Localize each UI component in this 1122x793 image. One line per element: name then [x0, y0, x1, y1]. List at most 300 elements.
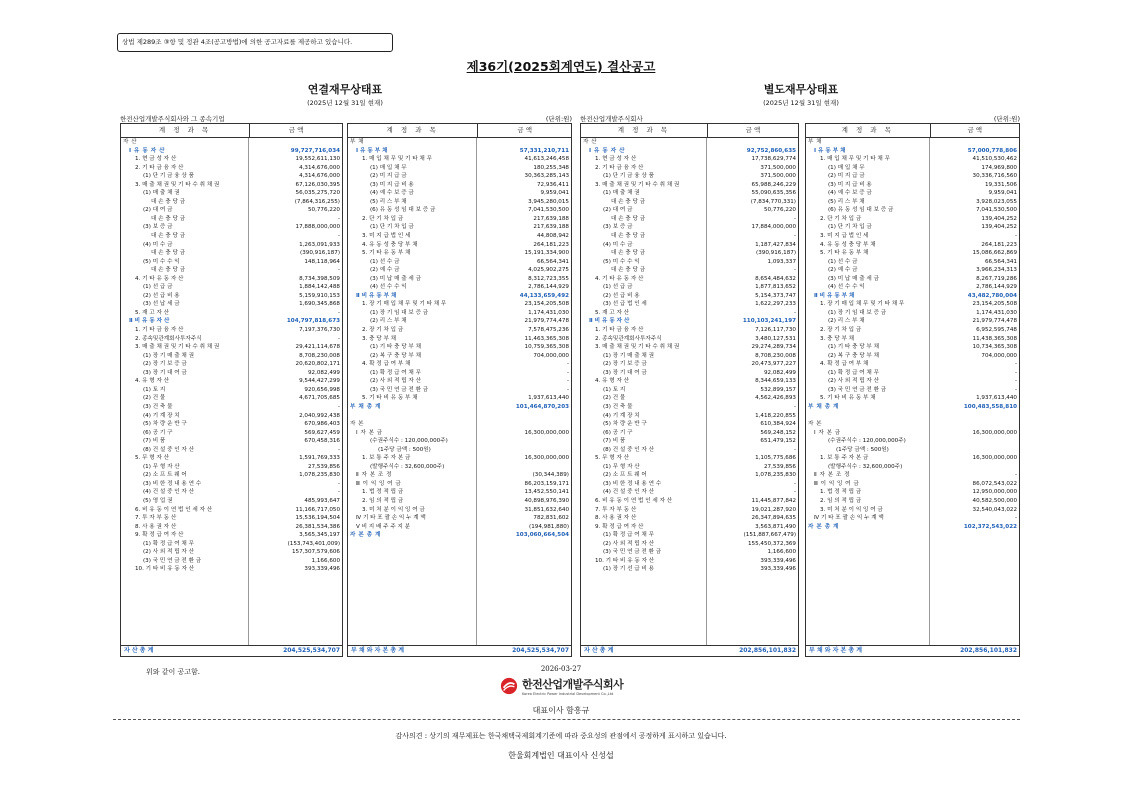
table-row — [121, 531, 342, 540]
table-row — [806, 437, 1019, 446]
notice-date: 2026-03-27 — [540, 665, 582, 673]
account-name: (3) 미 지 급 비 용 — [828, 181, 872, 188]
account-amount — [930, 138, 1019, 147]
account-name: 자 본 — [808, 421, 823, 428]
account-name: 2. 종속및관계회사투자주식 — [595, 335, 662, 342]
table-row — [806, 523, 1019, 532]
account-name: 자 산 — [123, 139, 138, 145]
account-amount: 16,300,000,000 — [972, 455, 1017, 462]
table-row — [121, 147, 342, 156]
account-name: (6) 유 동 성 임 대 보 증 금 — [370, 207, 436, 214]
table-row — [121, 471, 342, 480]
table-row — [806, 232, 1019, 241]
account-name: (수권주식수 : 120,000,000주) — [370, 438, 448, 445]
table-row — [581, 241, 798, 250]
table-row — [806, 497, 1019, 506]
account-name: 부 채 총 계 — [350, 403, 381, 410]
table-header — [348, 124, 571, 138]
account-name: 3. 매 출 채 권 및 기 타 수 취 채 권 — [595, 181, 680, 188]
account-name: Ⅱ 자 본 조 정 — [356, 472, 392, 479]
account-amount: 13,452,550,141 — [524, 489, 569, 496]
account-amount: 8,312,723,355 — [528, 275, 569, 282]
account-amount: 1,166,600 — [311, 557, 340, 564]
table-row — [581, 471, 798, 480]
account-amount — [477, 437, 571, 446]
account-amount: 29,421,114,678 — [295, 344, 340, 351]
account-name: 10. 기 타 비 유 동 자 산 — [135, 566, 195, 573]
table-row — [806, 317, 1019, 326]
account-amount: 610,384,924 — [760, 421, 796, 428]
table-row — [348, 506, 571, 515]
account-name: 3. 매 출 채 권 및 기 타 수 취 채 권 — [595, 344, 680, 351]
table-row — [348, 181, 571, 190]
table-row — [581, 232, 798, 241]
account-name: (1) 토 지 — [603, 386, 626, 393]
total-label: 자 산 총 계 — [584, 647, 614, 654]
account-name: (3) 보 증 금 — [143, 224, 173, 231]
account-amount: 5,154,373,747 — [755, 292, 796, 299]
table-body — [121, 138, 342, 646]
table-row — [806, 446, 1019, 455]
account-name: 4. 기 타 유 동 자 산 — [595, 275, 644, 282]
account-amount: 92,082,499 — [307, 369, 340, 376]
account-name: (3) 미 지 급 비 용 — [370, 181, 414, 188]
table-row — [581, 429, 798, 438]
account-name: Ⅲ 이 익 잉 여 금 — [356, 480, 402, 487]
account-name: 4. 유 형 자 산 — [135, 378, 170, 385]
account-amount: 100,483,558,810 — [963, 403, 1017, 410]
table-total-row — [581, 645, 798, 656]
table-row — [348, 164, 571, 173]
account-name: 대 손 충 당 금 — [611, 267, 646, 274]
table-row — [806, 352, 1019, 361]
account-name: 3. 미 처 분 이 익 잉 여 금 — [362, 506, 425, 513]
account-amount: 2,786,144,929 — [976, 284, 1017, 291]
account-amount: 16,300,000,000 — [524, 455, 569, 462]
table-row — [121, 292, 342, 301]
account-amount: 86,203,159,171 — [524, 480, 569, 487]
account-name: Ⅱ 비 유 동 자 산 — [129, 318, 170, 325]
account-amount: 3,928,023,055 — [976, 198, 1017, 205]
account-name: Ⅰ 자 본 금 — [356, 429, 383, 436]
table-row — [121, 565, 342, 574]
account-amount: - — [1014, 472, 1017, 479]
account-name: (2) 선 급 비 용 — [603, 292, 640, 299]
account-amount: - — [793, 446, 796, 453]
table-header — [581, 124, 798, 138]
account-name: 3. 미 지 급 법 인 세 — [362, 233, 411, 240]
account-name: 대 손 충 당 금 — [151, 198, 186, 205]
account-name: (1) 장 기 임 대 보 증 금 — [828, 309, 887, 316]
table-row — [348, 241, 571, 250]
account-name — [806, 412, 930, 421]
account-name: (2) 리 스 부 채 — [370, 318, 407, 325]
account-name: (1) 장 기 매 출 채 권 — [603, 352, 655, 359]
account-amount: 569,627,459 — [304, 429, 340, 436]
account-amount — [477, 446, 571, 455]
table-row — [581, 557, 798, 566]
account-amount: 3,966,234,313 — [976, 267, 1017, 274]
account-name: (2) 소 프 트 웨 어 — [603, 472, 647, 479]
account-name: (1) 토 지 — [143, 386, 166, 393]
account-name: 3. 미 지 급 법 인 세 — [820, 233, 869, 240]
account-name: (1) 단 기 차 입 금 — [370, 224, 414, 231]
table-row — [806, 258, 1019, 267]
account-name: 부 채 — [808, 139, 823, 145]
table-row — [806, 514, 1019, 523]
company-logo — [500, 676, 623, 696]
account-amount: - — [337, 233, 340, 240]
account-amount: - — [1014, 378, 1017, 385]
account-name: 2. 장 기 차 입 금 — [820, 327, 862, 334]
table-row — [806, 403, 1019, 412]
account-name: (7) 비 품 — [603, 438, 626, 445]
table-row — [581, 394, 798, 403]
account-amount: 17,884,000,000 — [751, 224, 796, 231]
account-amount: 27,539,856 — [763, 463, 796, 470]
table-row — [121, 172, 342, 181]
table-row — [121, 523, 342, 532]
account-name: 4. 확 정 급 여 부 채 — [362, 361, 411, 368]
account-amount: 99,727,716,034 — [290, 147, 340, 154]
account-amount: 704,000,000 — [981, 352, 1017, 359]
account-name: 4. 유 형 자 산 — [595, 378, 630, 385]
account-amount: - — [793, 267, 796, 274]
account-amount: 11,166,717,050 — [295, 506, 340, 513]
account-name: (4) 건 설 중 인 자 산 — [143, 489, 195, 496]
account-amount: 10,734,365,308 — [972, 344, 1017, 351]
account-amount: (30,344,389) — [532, 472, 569, 479]
account-amount: 264,181,223 — [533, 241, 569, 248]
account-amount: 651,479,152 — [760, 438, 796, 445]
account-name: (1) 확 정 급 여 채 무 — [370, 369, 422, 376]
consolidated-unit: (단위:원) — [545, 115, 572, 123]
account-amount: 31,851,632,640 — [524, 506, 569, 513]
account-name: (1) 장 기 매 출 채 권 — [143, 352, 195, 359]
table-row — [581, 206, 798, 215]
account-name: (5) 리 스 부 채 — [828, 198, 865, 205]
separate-liabilities-equity-table — [805, 123, 1020, 657]
account-name: 6. 비 유 동 이 연 법 인 세 자 산 — [595, 497, 673, 504]
account-name: (1) 장 기 임 대 보 증 금 — [370, 309, 429, 316]
account-amount: 56,035,275,720 — [295, 190, 340, 197]
table-row — [121, 446, 342, 455]
table-row — [348, 300, 571, 309]
account-amount: 157,307,579,606 — [291, 549, 340, 556]
account-name: (2) 소 프 트 웨 어 — [143, 472, 187, 479]
account-name: (3) 보 증 금 — [603, 224, 633, 231]
account-amount: 8,734,398,509 — [299, 275, 340, 282]
account-name: 5. 기 타 유 동 부 채 — [362, 250, 411, 257]
account-name: (발행주식수 : 32,600,000주) — [370, 463, 445, 470]
account-amount: 17,888,000,000 — [295, 224, 340, 231]
table-row — [806, 198, 1019, 207]
account-amount: - — [1014, 233, 1017, 240]
account-amount: 23,154,205,508 — [972, 301, 1017, 308]
table-body — [581, 138, 798, 646]
account-amount: 101,464,870,203 — [515, 403, 569, 410]
account-amount: - — [337, 335, 340, 342]
account-amount: 4,562,426,893 — [755, 395, 796, 402]
table-row — [806, 155, 1019, 164]
table-row — [581, 343, 798, 352]
account-amount: 139,404,252 — [981, 224, 1017, 231]
account-amount: 20,473,977,227 — [751, 361, 796, 368]
table-row — [806, 377, 1019, 386]
table-row — [121, 215, 342, 224]
account-name: Ⅱ 자 본 조 정 — [814, 472, 850, 479]
account-name: 대 손 충 당 금 — [611, 215, 646, 222]
account-name: (2) 장 기 보 증 금 — [603, 361, 647, 368]
table-row — [121, 454, 342, 463]
table-row — [581, 172, 798, 181]
table-row — [121, 437, 342, 446]
table-row — [806, 335, 1019, 344]
table-row — [348, 275, 571, 284]
account-amount: 57,000,778,806 — [967, 147, 1017, 154]
account-amount: 11,463,365,308 — [524, 335, 569, 342]
total-label: 부 채 와 자 본 총 계 — [809, 647, 863, 654]
table-row — [348, 454, 571, 463]
table-row — [121, 360, 342, 369]
account-amount: 8,708,230,008 — [299, 352, 340, 359]
table-row — [121, 223, 342, 232]
table-row — [581, 275, 798, 284]
account-amount: 4,314,676,000 — [299, 164, 340, 171]
divider — [113, 719, 1020, 720]
account-amount — [707, 138, 798, 147]
table-row — [806, 172, 1019, 181]
account-name: 5. 재 고 자 산 — [135, 309, 170, 316]
table-row — [581, 420, 798, 429]
table-row — [806, 283, 1019, 292]
table-row — [348, 377, 571, 386]
header-account: 계 정 과 목 — [158, 126, 212, 134]
table-row — [806, 412, 1019, 421]
account-name: (3) 선 급 법 인 세 — [603, 301, 647, 308]
account-name: (3) 미 납 매 출 세 금 — [370, 275, 422, 282]
account-name: 자 산 — [583, 139, 598, 145]
account-name: (2) 사 외 적 립 자 산 — [370, 378, 422, 385]
table-row — [581, 369, 798, 378]
account-name: 1. 장 기 매 입 채 무 및 기 타 채 무 — [362, 301, 447, 308]
account-name: (2) 복 구 충 당 부 채 — [370, 352, 422, 359]
table-row — [806, 181, 1019, 190]
account-name: Ⅰ 유 동 자 산 — [589, 147, 625, 154]
account-name: (2) 건 물 — [603, 395, 626, 402]
account-amount: 1,078,235,830 — [299, 472, 340, 479]
table-row — [348, 326, 571, 335]
total-label: 자 산 총 계 — [124, 647, 154, 654]
account-amount — [930, 412, 1019, 421]
account-amount: - — [566, 369, 569, 376]
account-name: (3) 비 한 정 내 용 연 수 — [143, 480, 202, 487]
table-row — [806, 369, 1019, 378]
account-name: (5) 미 수 수 익 — [143, 258, 180, 265]
account-amount: 15,191,334,900 — [524, 250, 569, 257]
header-account: 계 정 과 목 — [841, 126, 894, 134]
account-amount: 8,267,719,286 — [976, 275, 1017, 282]
table-row — [121, 283, 342, 292]
account-name: 7. 투 자 부 동 산 — [595, 506, 637, 513]
table-row — [581, 258, 798, 267]
table-row — [581, 249, 798, 258]
account-amount: 7,041,530,500 — [528, 207, 569, 214]
table-row — [121, 506, 342, 515]
table-row — [121, 155, 342, 164]
account-name: 5. 기 타 비 유 동 부 채 — [362, 395, 418, 402]
account-name: (1) 선 수 금 — [370, 258, 400, 265]
account-amount: 103,060,664,504 — [515, 532, 569, 539]
account-amount: 86,072,543,022 — [972, 480, 1017, 487]
table-row — [348, 258, 571, 267]
table-row — [806, 326, 1019, 335]
table-row — [581, 514, 798, 523]
account-name: (1) 매 출 채 권 — [603, 190, 640, 197]
table-row — [121, 249, 342, 258]
table-row — [581, 223, 798, 232]
account-name: (1) 단 기 차 입 금 — [828, 224, 872, 231]
table-row — [806, 266, 1019, 275]
account-name: Ⅳ 기 타 포 괄 손 익 누 계 액 — [814, 515, 884, 522]
account-name: 9. 확 정 급 여 자 산 — [135, 532, 184, 539]
account-amount: 704,000,000 — [533, 352, 569, 359]
account-amount: 8,344,659,133 — [755, 378, 796, 385]
account-name: (3) 건 축 물 — [143, 403, 173, 410]
account-name: (5) 영 업 권 — [143, 497, 173, 504]
account-amount: - — [1014, 515, 1017, 522]
table-row — [806, 506, 1019, 515]
account-amount — [477, 138, 571, 147]
table-row — [348, 138, 571, 147]
table-row — [581, 386, 798, 395]
account-name: Ⅱ 비 유 동 부 채 — [814, 292, 855, 299]
account-amount: 3,565,345,197 — [299, 532, 340, 539]
table-row — [581, 454, 798, 463]
account-amount: 19,331,506 — [984, 181, 1017, 188]
account-amount: 920,656,998 — [304, 386, 340, 393]
table-row — [348, 412, 571, 421]
account-amount: 12,950,000,000 — [972, 489, 1017, 496]
table-row — [806, 206, 1019, 215]
account-amount: 1,263,091,933 — [299, 241, 340, 248]
account-amount: 50,776,220 — [307, 207, 340, 214]
table-row — [121, 138, 342, 147]
table-row — [581, 497, 798, 506]
account-name: 대 손 충 당 금 — [611, 250, 646, 257]
table-row — [806, 420, 1019, 429]
account-amount: - — [1014, 386, 1017, 393]
table-row — [348, 198, 571, 207]
audit-opinion: 감사의견 : 상기의 재무제표는 한국채택국제회계기준에 따라 중요성의 관점에서 공정하게 표시하고 있습니다. — [395, 732, 727, 740]
table-row — [806, 292, 1019, 301]
table-total-row — [806, 645, 1019, 656]
account-amount: 50,776,220 — [763, 207, 796, 214]
account-name: (2) 예 수 금 — [370, 267, 400, 274]
account-amount: - — [1014, 361, 1017, 368]
account-name: 부 채 — [350, 139, 365, 145]
table-row — [581, 283, 798, 292]
account-name: (2) 미 지 급 금 — [370, 173, 407, 180]
account-amount: 6,952,595,748 — [976, 327, 1017, 334]
company-logo-icon — [500, 677, 518, 695]
table-row — [581, 138, 798, 147]
table-row — [581, 506, 798, 515]
account-amount: 21,979,774,478 — [972, 318, 1017, 325]
table-row — [806, 138, 1019, 147]
table-total-row — [348, 645, 571, 656]
separate-company: 한전산업개발주식회사 — [580, 115, 643, 123]
account-amount: 670,458,316 — [304, 438, 340, 445]
account-name: (2) 복 구 충 당 부 채 — [828, 352, 880, 359]
account-amount: 3,945,280,015 — [528, 198, 569, 205]
account-name: 대 손 충 당 금 — [611, 233, 646, 240]
table-row — [806, 275, 1019, 284]
account-amount: 41,510,530,462 — [972, 156, 1017, 163]
account-amount: 569,248,152 — [760, 429, 796, 436]
account-name: (1주당 금액 : 500원) — [378, 446, 431, 453]
account-amount: 1,078,235,830 — [755, 472, 796, 479]
account-amount: (390,916,187) — [756, 250, 796, 257]
account-amount: 9,959,041 — [540, 190, 569, 197]
account-name: 자 본 총 계 — [350, 532, 381, 539]
table-row — [348, 155, 571, 164]
account-amount: 1,622,297,233 — [755, 301, 796, 308]
table-row — [121, 420, 342, 429]
table-row — [806, 343, 1019, 352]
account-amount: 30,336,716,560 — [972, 173, 1017, 180]
header-amount: 금 액 — [930, 124, 1019, 137]
account-name: (2) 사 외 적 립 자 산 — [143, 549, 195, 556]
table-row — [348, 360, 571, 369]
header-account: 계 정 과 목 — [386, 126, 439, 134]
table-row — [806, 488, 1019, 497]
account-name: (5) 리 스 부 채 — [370, 198, 407, 205]
account-amount: 2,786,144,929 — [528, 284, 569, 291]
table-row — [121, 369, 342, 378]
account-amount: 66,564,341 — [536, 258, 569, 265]
account-name: 2. 기 타 금 융 자 산 — [595, 164, 644, 171]
public-notice-text: 위와 같이 공고함. — [146, 668, 201, 676]
account-amount: 26,347,894,635 — [751, 515, 796, 522]
table-row — [581, 266, 798, 275]
account-name: (3) 장 기 대 여 금 — [143, 369, 187, 376]
account-name: 1. 장 기 매 입 채 무 및 기 타 채 무 — [820, 301, 905, 308]
account-amount: 11,445,877,842 — [751, 497, 796, 504]
account-amount: 2,040,992,438 — [299, 412, 340, 419]
account-name: (수권주식수 : 120,000,000주) — [828, 438, 906, 445]
notice-box: 상법 제289조 ③항 및 정관 4조(공고방법)에 의한 공고자료를 제공하고 있습니다. — [117, 33, 393, 52]
account-amount: 7,041,530,500 — [976, 207, 1017, 214]
table-row — [806, 223, 1019, 232]
table-row — [121, 352, 342, 361]
table-row — [348, 523, 571, 532]
account-name: 2. 장 기 차 입 금 — [362, 327, 404, 334]
account-amount — [930, 437, 1019, 446]
page-title-text: 제36기(2025회계연도) 결산공고 — [466, 59, 656, 74]
account-amount — [249, 138, 342, 147]
account-amount: - — [337, 309, 340, 316]
account-name: 8. 사 용 권 자 산 — [135, 523, 177, 530]
consolidated-company: 한전산업개발주식회사와 그 종속기업 — [120, 115, 225, 123]
account-name: (1) 확 정 급 여 채 무 — [143, 540, 195, 547]
table-row — [581, 412, 798, 421]
account-amount: 217,639,188 — [533, 215, 569, 222]
table-row — [581, 215, 798, 224]
table-row — [348, 386, 571, 395]
account-amount: - — [793, 309, 796, 316]
account-name: (1) 매 입 채 무 — [370, 164, 407, 171]
